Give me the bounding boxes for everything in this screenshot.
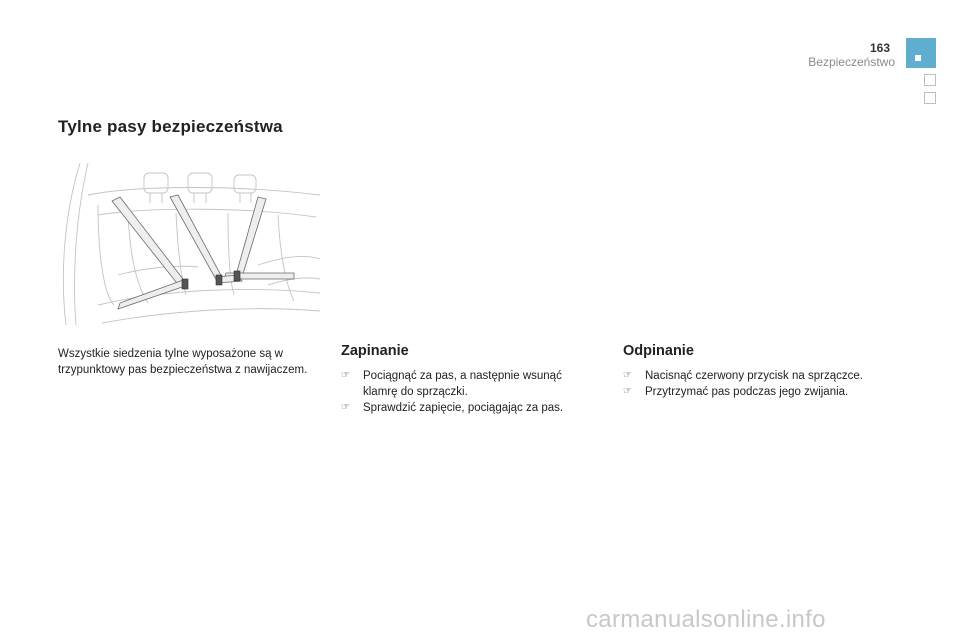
section-name: Bezpieczeństwo [808, 55, 895, 69]
page-title: Tylne pasy bezpieczeństwa [58, 117, 283, 136]
fasten-list [341, 368, 596, 416]
watermark: carmanualsonline.info [586, 606, 826, 633]
list-item [341, 368, 596, 400]
pointing-hand-icon: ☞ [341, 402, 350, 413]
list-item-text: Przytrzymać pas podczas jego zwijania. [645, 386, 849, 398]
rear-seat-belts-illustration [58, 155, 320, 333]
unfasten-section [623, 343, 878, 400]
list-item-text: Nacisnąć czerwony przycisk na sprzączce. [645, 370, 863, 382]
list-item [623, 368, 878, 384]
pointing-hand-icon: ☞ [623, 386, 632, 397]
unfasten-heading: Odpinanie [623, 343, 694, 359]
list-item [623, 384, 878, 400]
list-item [341, 400, 596, 416]
pointing-hand-icon: ☞ [341, 370, 350, 381]
fasten-heading: Zapinanie [341, 343, 409, 359]
list-item-text: Pociągnąć za pas, a następnie wsunąć klamrę do sprzączki. [363, 370, 562, 398]
section-tab [924, 74, 936, 86]
section-tab [924, 92, 936, 104]
pointing-hand-icon: ☞ [623, 370, 632, 381]
section-tab-active [906, 38, 936, 68]
list-item-text: Sprawdzić zapięcie, pociągając za pas. [363, 402, 564, 414]
unfasten-list [623, 368, 878, 400]
fasten-section [341, 343, 596, 416]
intro-text: Wszystkie siedzenia tylne wyposażone są w trzypunktowy pas bezpieczeństwa z nawijaczem. [58, 348, 308, 376]
page-number: 163 [869, 41, 890, 55]
